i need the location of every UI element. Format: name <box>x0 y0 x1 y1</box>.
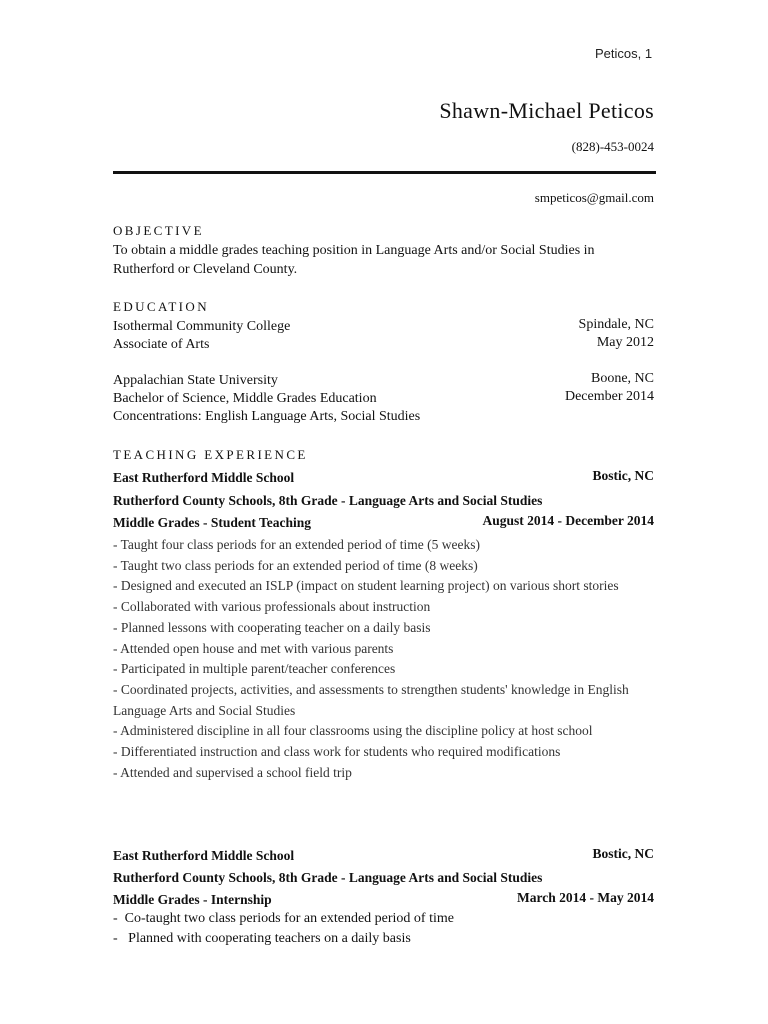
education-location: Spindale, NC <box>578 317 654 332</box>
education-concentrations: Concentrations: English Language Arts, Social Studies <box>113 409 421 424</box>
bullet-item: - Taught four class periods for an extended period of time (5 weeks) <box>113 537 480 552</box>
job-district: Rutherford County Schools, 8th Grade - Language Arts and Social Studies <box>113 870 543 885</box>
job-role: Middle Grades - Internship <box>113 892 272 907</box>
job-district: Rutherford County Schools, 8th Grade - Language Arts and Social Studies <box>113 493 543 508</box>
bullet-item: - Co-taught two class periods for an extended period of time <box>113 911 454 926</box>
page-number: Peticos, 1 <box>595 46 653 61</box>
job-bullet-list <box>113 535 658 783</box>
experience-heading: TEACHING EXPERIENCE <box>113 447 308 462</box>
job-dates: August 2014 - December 2014 <box>482 513 654 528</box>
job-bullet-list <box>113 909 658 949</box>
bullet-item: - Planned with cooperating teachers on a daily basis <box>113 931 411 946</box>
job-location: Bostic, NC <box>592 846 654 861</box>
education-date: May 2012 <box>596 335 654 350</box>
job-dates: March 2014 - May 2014 <box>517 890 654 905</box>
bullet-item: - Taught two class periods for an extended period of time (8 weeks) <box>113 557 478 573</box>
header-divider <box>113 171 656 174</box>
education-location: Boone, NC <box>591 371 654 386</box>
bullet-item: - Collaborated with various professionals about instruction <box>113 599 431 615</box>
bullet-item: - Administered discipline in all four classrooms using the discipline policy at host school <box>113 723 593 739</box>
bullet-item: - Attended and supervised a school field trip <box>113 764 352 780</box>
bullet-item: - Differentiated instruction and class work for students who required modifications <box>113 744 561 760</box>
education-degree: Bachelor of Science, Middle Grades Education <box>113 391 377 406</box>
objective-line: To obtain a middle grades teaching position in Language Arts and/or Social Studies in <box>113 243 595 258</box>
bullet-item: - Planned lessons with cooperating teacher on a daily basis <box>113 619 431 635</box>
education-school: Isothermal Community College <box>113 319 291 334</box>
bullet-item: - Designed and executed an ISLP (impact on student learning project) on various short stories <box>113 578 619 594</box>
job-role: Middle Grades - Student Teaching <box>113 515 312 530</box>
email-address: smpeticos@gmail.com <box>534 190 654 205</box>
job-school: East Rutherford Middle School <box>113 470 295 485</box>
education-school: Appalachian State University <box>113 373 278 388</box>
job-location: Bostic, NC <box>592 468 654 483</box>
bullet-item: - Coordinated projects, activities, and assessments to strengthen students' knowledge in English Language Arts and Social Studies <box>113 681 629 718</box>
education-degree: Associate of Arts <box>113 337 210 352</box>
education-heading: EDUCATION <box>113 299 209 314</box>
education-date: December 2014 <box>564 389 654 404</box>
bullet-item: - Participated in multiple parent/teacher conferences <box>113 661 396 677</box>
objective-heading: OBJECTIVE <box>113 223 204 238</box>
phone-number: (828)-453-0024 <box>571 139 654 154</box>
job-school: East Rutherford Middle School <box>113 848 295 863</box>
bullet-item: - Attended open house and met with various parents <box>113 640 394 656</box>
objective-line: Rutherford or Cleveland County. <box>113 262 298 277</box>
candidate-name: Shawn-Michael Peticos <box>439 98 654 123</box>
